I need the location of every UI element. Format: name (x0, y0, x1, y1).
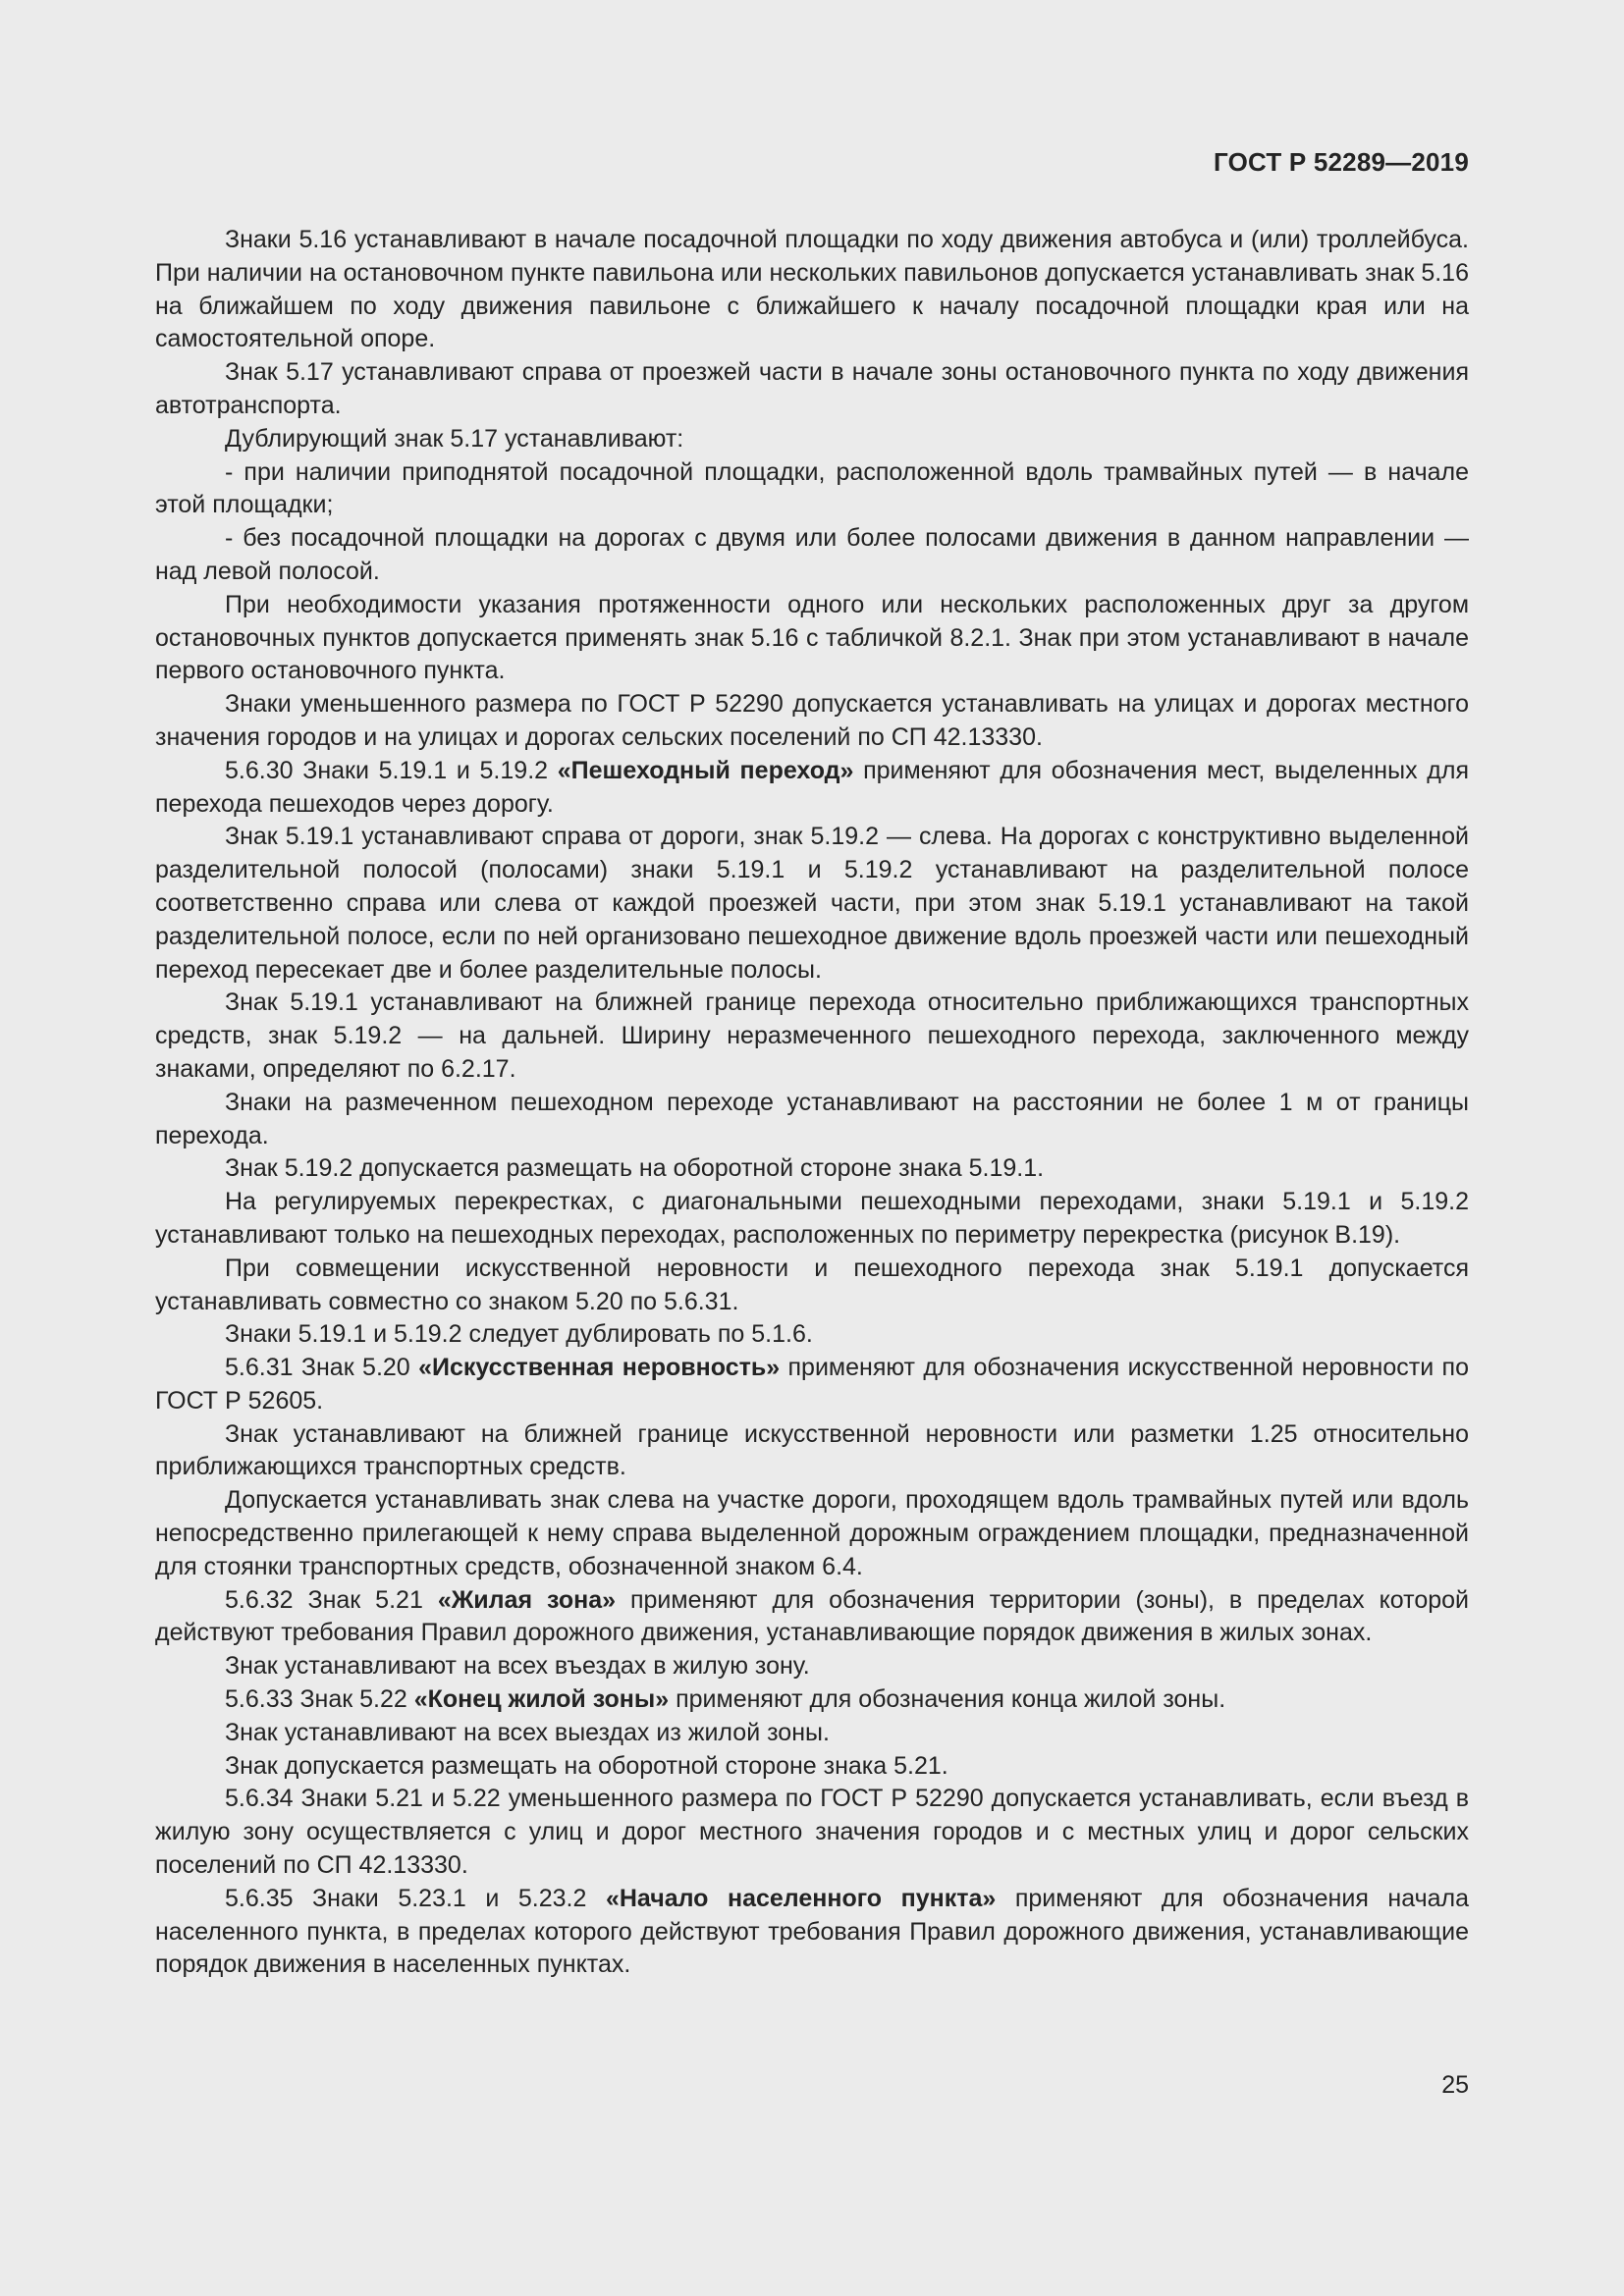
bold-term: «Искусственная неровность» (418, 1354, 781, 1382)
text-run: Знак устанавливают на всех въездах в жилую зону. (225, 1652, 810, 1681)
text-run: При необходимости указания протяженности одного или нескольких расположенных друг за другом остановочных пунктов допускается применять знак 5.16 с табличкой 8.2.1. Знак при этом устанавливают в начале первого остановочного пункта. (155, 590, 1469, 685)
paragraph (155, 1352, 1469, 1418)
bold-term: «Пешеходный переход» (557, 756, 854, 784)
text-run: применяют для обозначения мест, выделенных для перехода пешеходов через дорогу. (155, 756, 1469, 818)
text-run: применяют для обозначения начала населенного пункта, в пределах которого действуют требования Правил дорожного движения, устанавливающие порядок движения в населенных пунктах. (155, 1884, 1469, 1979)
paragraph (155, 821, 1469, 987)
text-run: 5.6.33 Знак 5.22 (225, 1685, 414, 1714)
text-run: применяют для обозначения конца жилой зоны. (669, 1685, 1226, 1714)
text-run: Знак 5.19.2 допускается размещать на оборотной стороне знака 5.19.1. (225, 1154, 1045, 1183)
text-run: Знак 5.19.1 устанавливают на ближней границе перехода относительно приближающихся транспортных средств, знак 5.19.2 — на дальней. Ширину неразмеченного пешеходного перехода, заключенного между знаками, определяют по 6.2.17. (155, 988, 1469, 1083)
bold-term: «Конец жилой зоны» (413, 1685, 670, 1714)
paragraph (155, 688, 1469, 755)
text-run: 5.6.30 Знаки 5.19.1 и 5.19.2 (225, 756, 558, 784)
paragraph (155, 1750, 1469, 1784)
paragraph (155, 987, 1469, 1086)
text-run: Знак устанавливают на всех выездах из жилой зоны. (225, 1718, 830, 1746)
paragraph (155, 456, 1469, 523)
text-run: Знак допускается размещать на оборотной стороне знака 5.21. (225, 1751, 948, 1780)
text-run: Знаки уменьшенного размера по ГОСТ Р 52290 допускается устанавливать на улицах и дорогах местного значения городов и на улицах и дорогах сельских поселений по СП 42.13330. (155, 690, 1469, 751)
text-run: На регулируемых перекрестках, с диагональными пешеходными переходами, знаки 5.19.1 и 5.19.2 устанавливают только на пешеходных переходах, расположенных по периметру перекрестка (рисунок В.19). (155, 1188, 1469, 1249)
paragraph (155, 1584, 1469, 1651)
text-run: При совмещении искусственной неровности и пешеходного перехода знак 5.19.1 допускается устанавливать совместно со знаком 5.20 по 5.6.31. (155, 1254, 1469, 1315)
text-run: Знак 5.17 устанавливают справа от проезжей части в начале зоны остановочного пункта по ходу движения автотранспорта. (155, 358, 1469, 419)
paragraph (155, 224, 1469, 356)
paragraph (155, 1152, 1469, 1186)
paragraph (155, 1683, 1469, 1717)
paragraph (155, 423, 1469, 456)
bold-term: «Начало населенного пункта» (605, 1884, 997, 1912)
paragraph (155, 1318, 1469, 1352)
paragraph (155, 522, 1469, 589)
document-body (155, 224, 1469, 1982)
text-run: Дублирующий знак 5.17 устанавливают: (225, 424, 684, 453)
text-run: - при наличии приподнятой посадочной площадки, расположенной вдоль трамвайных путей — в начале этой площадки; (155, 457, 1469, 519)
text-run: Знак 5.19.1 устанавливают справа от дороги, знак 5.19.2 — слева. На дорогах с конструктивно выделенной разделительной полосой (полосами) знаки 5.19.1 и 5.19.2 устанавливают на разделительной полосе соответственно справа или слева от каждой проезжей части, при этом знак 5.19.1 устанавливают на такой разделительной полосе, если по ней организовано пешеходное движение вдоль проезжей части или пешеходный переход пересекает две и более разделительные полосы. (155, 823, 1469, 984)
paragraph (155, 356, 1469, 423)
paragraph (155, 1186, 1469, 1253)
paragraph (155, 589, 1469, 688)
text-run: Допускается устанавливать знак слева на участке дороги, проходящем вдоль трамвайных путей или вдоль непосредственно прилегающей к нему справа выделенной дорожным ограждением площадки, предназначенной для стоянки транспортных средств, обозначенной знаком 6.4. (155, 1486, 1469, 1580)
document-header: ГОСТ Р 52289—2019 (1214, 147, 1469, 177)
text-run: применяют для обозначения территории (зоны), в пределах которой действуют требования Правил дорожного движения, устанавливающие порядок движения в жилых зонах. (155, 1585, 1470, 1647)
paragraph (155, 1650, 1469, 1683)
text-run: Знак устанавливают на ближней границе искусственной неровности или разметки 1.25 относительно приближающихся транспортных средств. (155, 1419, 1469, 1481)
text-run: - без посадочной площадки на дорогах с двумя или более полосами движения в данном направлении — над левой полосой. (155, 524, 1469, 585)
text-run: Знаки 5.19.1 и 5.19.2 следует дублировать по 5.1.6. (225, 1320, 813, 1349)
text-run: 5.6.32 Знак 5.21 (225, 1585, 438, 1614)
paragraph (155, 1717, 1469, 1750)
paragraph (155, 1418, 1469, 1485)
text-run: 5.6.35 Знаки 5.23.1 и 5.23.2 (225, 1884, 606, 1912)
text-run: применяют для обозначения искусственной неровности по ГОСТ Р 52605. (155, 1354, 1469, 1415)
bold-term: «Жилая зона» (437, 1585, 617, 1614)
paragraph (155, 1883, 1469, 1982)
paragraph (155, 755, 1469, 822)
paragraph (155, 1783, 1469, 1882)
text-run: 5.6.31 Знак 5.20 (225, 1354, 419, 1382)
text-run: 5.6.34 Знаки 5.21 и 5.22 уменьшенного размера по ГОСТ Р 52290 допускается устанавливать, если въезд в жилую зону осуществляется с улиц и дорог местного значения городов и с местных улиц и дорог сельских поселений по СП 42.13330. (155, 1785, 1469, 1880)
text-run: Знаки на размеченном пешеходном переходе устанавливают на расстоянии не более 1 м от границы перехода. (155, 1088, 1469, 1149)
paragraph (155, 1087, 1469, 1153)
text-run: Знаки 5.16 устанавливают в начале посадочной площадки по ходу движения автобуса и (или) троллейбуса. При наличии на остановочном пункте павильона или нескольких павильонов допускается устанавливать знак 5.16 на ближайшем по ходу движения павильоне с ближайшего к началу посадочной площадки края или на самостоятельной опоре. (155, 226, 1469, 353)
page-number: 25 (1441, 2071, 1469, 2099)
paragraph (155, 1484, 1469, 1583)
paragraph (155, 1253, 1469, 1319)
